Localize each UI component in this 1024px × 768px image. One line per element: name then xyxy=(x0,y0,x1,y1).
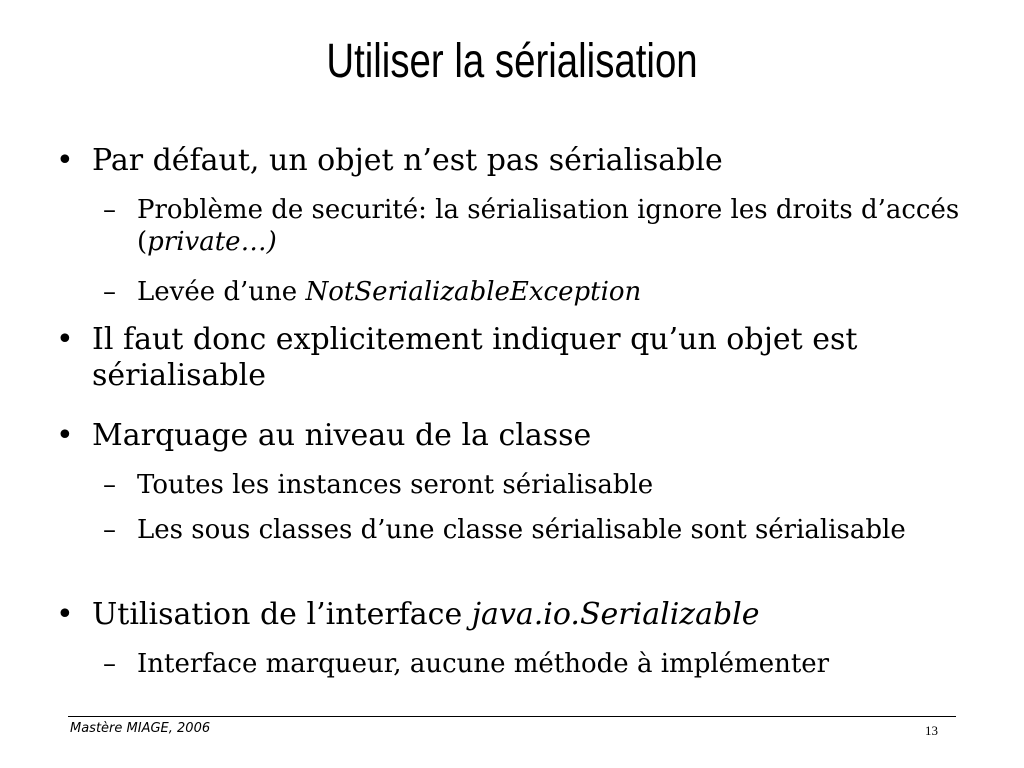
bullet-italic: java.io.Serializable xyxy=(471,597,760,632)
sub-bullet-marker: – xyxy=(103,649,116,679)
sub-bullet-plain: Levée d’une xyxy=(137,277,306,307)
sub-bullet-text xyxy=(137,194,977,258)
sub-bullet-marker: – xyxy=(103,277,116,307)
bullet-marker: • xyxy=(56,418,74,453)
sub-bullet-text: Les sous classes d’une classe sérialisable sont sérialisable xyxy=(137,515,906,545)
bullet-text: Il faut donc explicitement indiquer qu’un objet est sérialisable xyxy=(92,322,858,393)
bullet-marker: • xyxy=(56,322,74,357)
bullet-text: Par défaut, un objet n’est pas sérialisable xyxy=(92,143,723,178)
sub-bullet-italic: NotSerializableException xyxy=(305,277,642,307)
slide-title: Utiliser la sérialisation xyxy=(326,35,698,88)
bullet-text xyxy=(92,597,982,633)
sub-bullet-plain: Problème de securité: la sérialisation ignore les droits d’accés ( xyxy=(137,195,960,257)
footer-caption: Mastère MIAGE, 2006 xyxy=(70,721,211,736)
footer-divider xyxy=(68,716,956,717)
sub-bullet-text: Toutes les instances seront sérialisable xyxy=(137,470,654,500)
bullet-marker: • xyxy=(56,143,74,178)
sub-bullet-italic: private…) xyxy=(147,227,277,257)
page-number: 13 xyxy=(925,723,938,738)
bullet-marker: • xyxy=(56,597,74,632)
sub-bullet-marker: – xyxy=(103,470,116,500)
bullet-text: Marquage au niveau de la classe xyxy=(92,418,592,453)
sub-bullet-marker: – xyxy=(103,195,116,225)
bullet-plain: Utilisation de l’interface xyxy=(92,597,472,632)
sub-bullet-text xyxy=(137,276,977,308)
sub-bullet-text: Interface marqueur, aucune méthode à implémenter xyxy=(137,649,830,679)
sub-bullet-marker: – xyxy=(103,515,116,545)
